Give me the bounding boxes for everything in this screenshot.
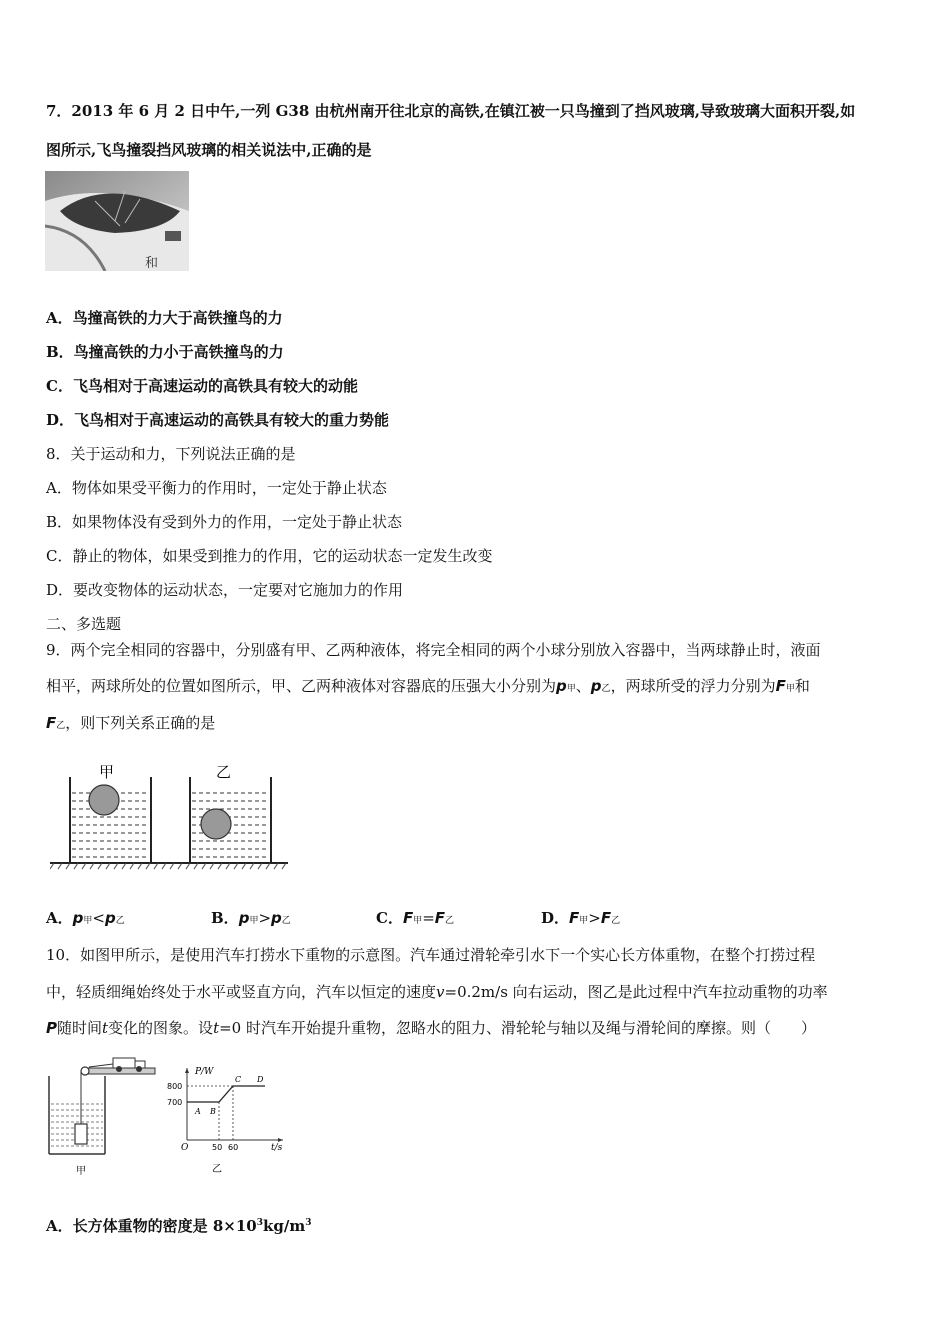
section-heading-multiple-choice: 二、多选题 <box>46 615 122 633</box>
q9-option-a: A．p甲<p乙 <box>46 909 125 927</box>
q7-option-c: C．飞鸟相对于高速运动的高铁具有较大的动能 <box>46 377 358 395</box>
q9-option-b: B．p甲>p乙 <box>211 909 291 927</box>
q10-stem-line2: 中，轻质细绳始终处于水平或竖直方向，汽车以恒定的速度v=0.2m/s 向右运动，图乙是此过程中汽车拉动重物的功率 <box>46 983 828 1001</box>
q10-stem-line3: P随时间t变化的图象。设t=0 时汽车开始提升重物，忽略水的阻力、滑轮轮与轴以及绳与滑轮间的摩擦。则（ ） <box>46 1019 816 1037</box>
q8-option-c: C．静止的物体，如果受到推力的作用，它的运动状态一定发生改变 <box>46 547 493 565</box>
q10-figure-truck-pulley <box>45 1052 160 1180</box>
q10-option-a: A．长方体重物的密度是 $8\times 10^3kg/m^3$ <box>46 1217 312 1235</box>
point-b: B <box>210 1107 216 1116</box>
y-tick-800: 800 <box>167 1082 183 1091</box>
x-tick-60: 60 <box>228 1143 239 1152</box>
point-c: C <box>235 1075 242 1084</box>
rectangular-weight <box>75 1124 87 1144</box>
x-tick-50: 50 <box>212 1143 223 1152</box>
fig-label-jia: 甲 <box>76 1166 86 1177</box>
q9-option-d: D．F甲>F乙 <box>541 909 621 927</box>
q10-power-time-graph <box>165 1060 295 1182</box>
q8-stem: 8．关于运动和力，下列说法正确的是 <box>46 445 296 463</box>
pulley <box>81 1067 89 1075</box>
q7-option-a: A．鸟撞高铁的力大于高铁撞鸟的力 <box>46 309 283 327</box>
y-axis-label: P/W <box>195 1067 214 1077</box>
photo-caption-char: 和 <box>145 256 159 271</box>
point-d: D <box>257 1075 264 1084</box>
container-jia <box>70 777 151 863</box>
q9-stem-line2: 相平，两球所处的位置如图所示，甲、乙两种液体对容器底的压强大小分别为p甲、p乙，两球所受的浮力分别为F甲和 <box>46 677 810 695</box>
q7-stem-line1: 7．2013 年 6 月 2 日中午,一列 G38 由杭州南开往北京的高铁,在镇江被一只鸟撞到了挡风玻璃,导致玻璃大面积开裂,如 <box>46 102 856 120</box>
ball-yi <box>201 809 231 839</box>
q8-option-a: A．物体如果受平衡力的作用时，一定处于静止状态 <box>46 479 387 497</box>
q10-stem-line1: 10．如图甲所示，是使用汽车打捞水下重物的示意图。汽车通过滑轮牵引水下一个实心长方体重物，在整个打捞过程 <box>46 946 816 964</box>
q8-option-d: D．要改变物体的运动状态，一定要对它施加力的作用 <box>46 581 404 599</box>
q9-stem-line3: F乙，则下列关系正确的是 <box>46 714 216 732</box>
y-tick-700: 700 <box>167 1098 183 1107</box>
point-a: A <box>195 1107 201 1116</box>
truck-body <box>113 1058 135 1068</box>
fig-label-yi: 乙 <box>212 1164 222 1175</box>
q9-containers-figure <box>50 755 290 875</box>
origin-label: O <box>181 1143 189 1153</box>
q9-option-c: C．F甲=F乙 <box>376 909 455 927</box>
q9-stem-line1: 9．两个完全相同的容器中，分别盛有甲、乙两种液体，将完全相同的两个小球分别放入容器中，当两球静止时，液面 <box>46 641 821 659</box>
label-yi: 乙 <box>216 763 232 781</box>
label-jia: 甲 <box>99 763 115 781</box>
q7-option-d: D．飞鸟相对于高速运动的高铁具有较大的重力势能 <box>46 411 390 429</box>
q7-stem-line2: 图所示,飞鸟撞裂挡风玻璃的相关说法中,正确的是 <box>46 141 372 159</box>
train-windshield-photo <box>45 171 189 271</box>
ball-jia <box>89 785 119 815</box>
q7-option-b: B．鸟撞高铁的力小于高铁撞鸟的力 <box>46 343 284 361</box>
container-yi <box>190 777 271 863</box>
x-axis-label: t/s <box>271 1143 283 1153</box>
q8-option-b: B．如果物体没有受到外力的作用，一定处于静止状态 <box>46 513 403 531</box>
power-curve <box>187 1086 265 1102</box>
